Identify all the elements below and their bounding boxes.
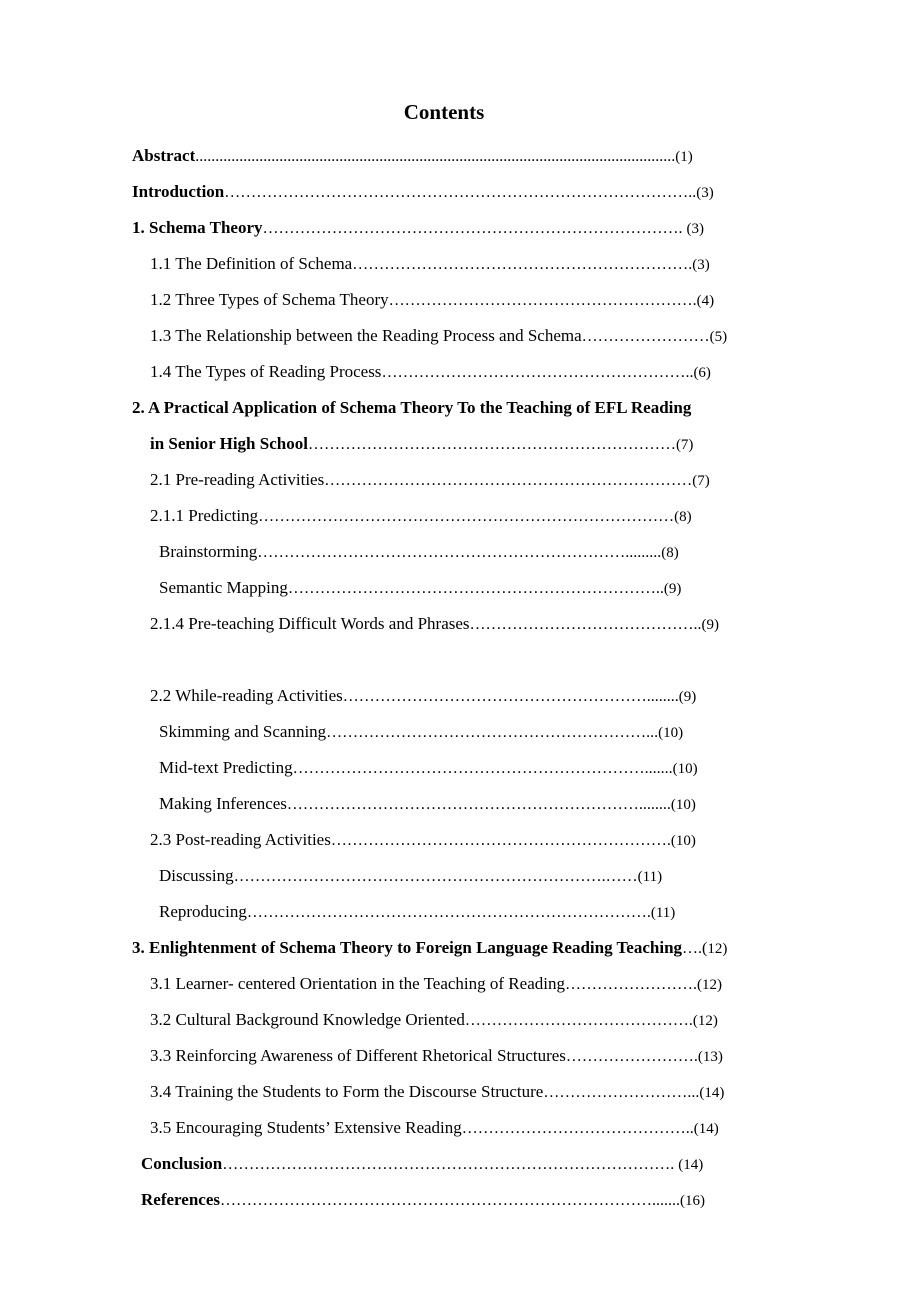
- toc-entry[interactable]: [141, 1189, 705, 1211]
- toc-entry-page: (14): [699, 1085, 725, 1101]
- toc-entry-page: (4): [696, 293, 715, 309]
- toc-entry-leader: ……………………………………..: [469, 616, 702, 633]
- toc-entry-page: (12): [696, 977, 722, 993]
- toc-entry-page: (3): [686, 221, 704, 237]
- toc-entry-title: References: [141, 1190, 220, 1209]
- toc-entry-title: 1.1 The Definition of Schema: [150, 254, 353, 273]
- toc-entry-title: Making Inferences: [159, 794, 287, 813]
- toc-entry-leader: ……………………: [581, 328, 710, 345]
- toc-entry-title: 3.2 Cultural Background Knowledge Oriented: [150, 1010, 465, 1029]
- toc-entry-leader: ………………………………………………………….......: [292, 760, 673, 777]
- toc-entry-page: (14): [678, 1157, 704, 1173]
- toc-entry[interactable]: [150, 829, 696, 851]
- toc-entry-title: 3.1 Learner- centered Orientation in the Teaching of Reading: [150, 974, 565, 993]
- toc-entry[interactable]: [150, 433, 693, 455]
- toc-entry-title: 3.3 Reinforcing Awareness of Different Rhetorical Structures: [150, 1046, 566, 1065]
- toc-entry-leader: …………………………………………………………….……: [233, 868, 638, 885]
- toc-entry-page: (6): [693, 365, 711, 381]
- toc-entry-page: (9): [701, 617, 720, 633]
- toc-entry-leader: …………………….: [565, 1048, 698, 1065]
- toc-entry-title: 3. Enlightenment of Schema Theory to Foreign Language Reading Teaching: [132, 938, 683, 957]
- toc-entry-leader: …………………………………………………..: [381, 364, 694, 381]
- toc-entry-leader: …………………………………………………………….........: [257, 544, 662, 561]
- toc-entry-title: 2.1.4 Pre-teaching Difficult Words and Phrases: [150, 614, 470, 633]
- toc-entry-leader: …………………….: [564, 976, 697, 993]
- page-title: Contents: [403, 100, 485, 124]
- toc-entry-page: (5): [709, 329, 728, 345]
- toc-entry[interactable]: [159, 793, 696, 815]
- toc-entry[interactable]: [159, 541, 679, 563]
- toc-entry-page: (8): [674, 509, 692, 525]
- toc-entry[interactable]: [150, 253, 710, 275]
- toc-entry[interactable]: [159, 901, 675, 923]
- toc-entry-title: 2.2 While-reading Activities: [150, 686, 343, 705]
- toc-entry-page: (3): [692, 257, 710, 273]
- toc-entry-leader: ……………………………………………………………………………..: [224, 184, 697, 201]
- toc-entry[interactable]: [150, 685, 696, 707]
- toc-entry-title: 2.1 Pre-reading Activities: [150, 470, 325, 489]
- toc-entry-title: Conclusion: [141, 1154, 223, 1173]
- toc-entry-page: (12): [692, 1013, 718, 1029]
- toc-entry-page: (10): [658, 725, 684, 741]
- toc-entry-title: Skimming and Scanning: [159, 722, 327, 741]
- toc-entry-leader: ……………………………………………………………: [324, 472, 693, 489]
- toc-entry[interactable]: [150, 1009, 718, 1031]
- toc-entry-page: (10): [670, 797, 696, 813]
- toc-entry-page: (11): [637, 869, 663, 885]
- toc-entry[interactable]: [141, 1153, 703, 1175]
- toc-entry-title: Introduction: [132, 182, 225, 201]
- toc-entry[interactable]: [150, 1117, 719, 1139]
- toc-entry-title: 3.5 Encouraging Students’ Extensive Reading: [150, 1118, 462, 1137]
- toc-entry-page: (11): [650, 905, 676, 921]
- toc-entry-leader: ……………………………………………………………………: [258, 508, 675, 525]
- toc-entry-page: (7): [692, 473, 710, 489]
- toc-entry[interactable]: [150, 505, 692, 527]
- toc-entry-leader: ……………………………………………………………: [307, 436, 676, 453]
- toc-entry-title: 3.4 Training the Students to Form the Discourse Structure: [150, 1082, 544, 1101]
- toc-entry-leader: ……………………………………………………...: [326, 724, 659, 741]
- toc-entry[interactable]: [159, 721, 683, 743]
- toc-entry-page: (13): [697, 1049, 723, 1065]
- toc-entry[interactable]: [159, 757, 698, 779]
- toc-entry[interactable]: [159, 865, 662, 887]
- toc-entry-leader: ……………………………………………………………………….......: [219, 1192, 680, 1209]
- toc-entry-page: (3): [696, 185, 714, 201]
- toc-entry-leader: …………………………………………………........: [342, 688, 679, 705]
- toc-entry[interactable]: [132, 181, 714, 203]
- toc-entry-leader: ………………………………………………………………………….: [222, 1156, 679, 1173]
- toc-entry-title: Reproducing: [159, 902, 247, 921]
- toc-entry-page: (8): [661, 545, 679, 561]
- toc-entry-page: (16): [679, 1193, 705, 1209]
- toc-entry-leader: ……………………………………………………….: [352, 256, 693, 273]
- toc-entry-page: (14): [693, 1121, 719, 1137]
- toc-entry-leader: …………………………………………………………........: [286, 796, 671, 813]
- toc-entry-leader: ….(: [682, 940, 708, 957]
- toc-entry-page: (9): [663, 581, 682, 597]
- toc-entry-title: 1.3 The Relationship between the Reading Process and Schema: [150, 326, 582, 345]
- toc-entry-leader: ……………………………………..: [461, 1120, 694, 1137]
- toc-entry-leader: ……………………………………………………….: [330, 832, 671, 849]
- toc-entry-title: Brainstorming: [159, 542, 258, 561]
- toc-entry-title: 2. A Practical Application of Schema Theory To the Teaching of EFL Reading: [132, 398, 692, 417]
- toc-entry-title: in Senior High School: [150, 434, 308, 453]
- toc-entry[interactable]: [150, 1081, 724, 1103]
- toc-entry-title: 1.4 The Types of Reading Process: [150, 362, 382, 381]
- toc-entry-leader: ……………………………………………………………..: [287, 580, 664, 597]
- toc-entry-title: 1.2 Three Types of Schema Theory: [150, 290, 389, 309]
- toc-entry-page: (9): [678, 689, 697, 705]
- toc-entry-title: Abstract: [132, 146, 196, 165]
- toc-entry-title: Mid-text Predicting: [159, 758, 293, 777]
- toc-entry[interactable]: [132, 397, 691, 419]
- toc-entry[interactable]: [132, 145, 693, 167]
- toc-entry-leader: ………………………………………………………………….: [246, 904, 651, 921]
- toc-entry[interactable]: [150, 325, 727, 347]
- toc-entry-page: (10): [670, 833, 696, 849]
- toc-entry[interactable]: [159, 577, 681, 599]
- toc-entry[interactable]: [132, 217, 704, 239]
- toc-entry-leader: ………………………...: [543, 1084, 700, 1101]
- toc-entry-title: 1. Schema Theory: [132, 218, 263, 237]
- toc-entry-title: Semantic Mapping: [159, 578, 288, 597]
- toc-entry-page: (10): [672, 761, 698, 777]
- toc-entry[interactable]: [150, 361, 711, 383]
- toc-entry-title: 2.1.1 Predicting: [150, 506, 259, 525]
- toc-entry-title: 2.3 Post-reading Activities: [150, 830, 331, 849]
- toc-entry[interactable]: [150, 1045, 723, 1067]
- toc-entry-leader: …………………………………………………………………….: [262, 220, 687, 237]
- toc-entry-title: Discussing: [159, 866, 234, 885]
- toc-entry[interactable]: [150, 973, 722, 995]
- toc-entry-leader: ………………………………………………….: [388, 292, 697, 309]
- toc-entry-leader: ........................................................................................................................: [195, 148, 676, 165]
- toc-entry-page: 12): [707, 941, 728, 957]
- toc-entry[interactable]: [150, 613, 719, 635]
- toc-entry-page: (1): [675, 149, 693, 165]
- toc-entry[interactable]: [132, 937, 727, 959]
- toc-entry-page: (7): [675, 437, 694, 453]
- toc-entry-leader: …………………………………….: [464, 1012, 693, 1029]
- toc-entry[interactable]: [150, 289, 714, 311]
- toc-entry[interactable]: [150, 469, 710, 491]
